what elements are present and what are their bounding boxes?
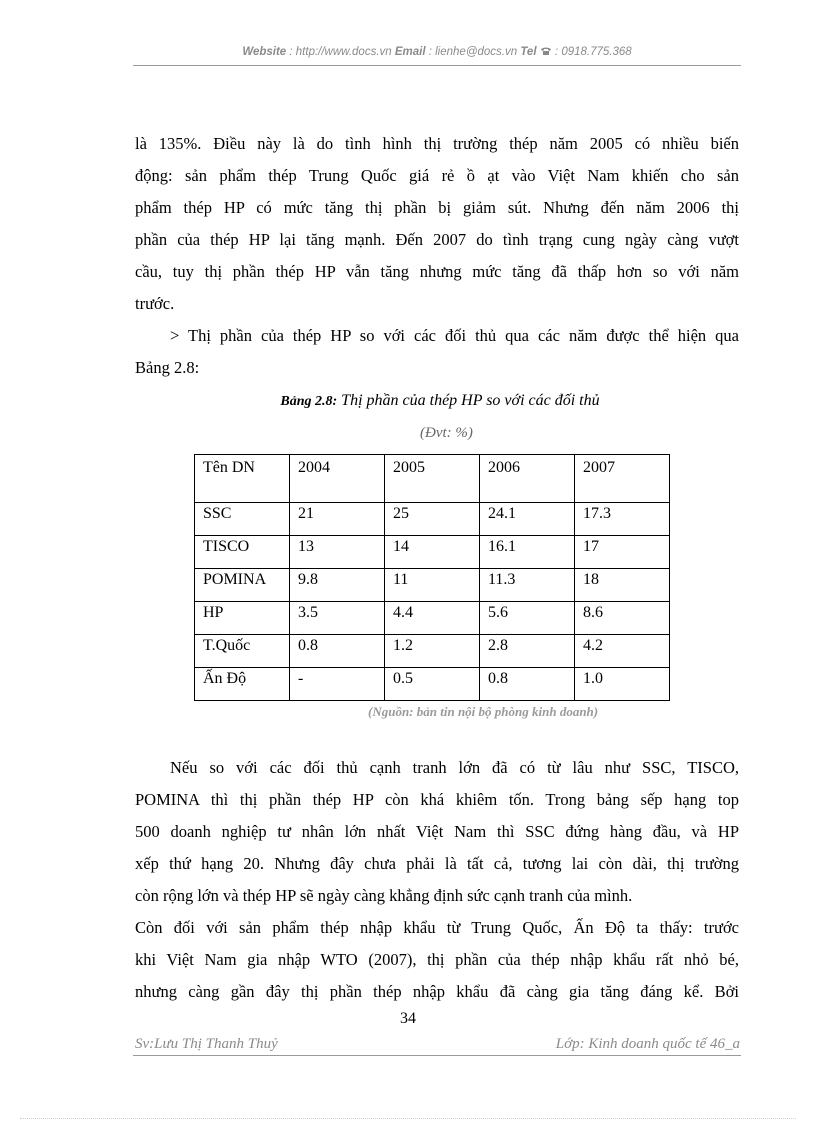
table-header-cell: 2005 [385,455,480,503]
text-line: cầu, tuy thị phần thép HP vẫn tăng nhưng mức tăng đã thấp hơn so với năm [135,262,739,281]
table-row [195,536,670,569]
table-header-cell: 2007 [575,455,670,503]
table-row [195,668,670,701]
table-unit: (Đvt: %) [420,425,473,441]
table-header-cell: 2006 [480,455,575,503]
text-line: xếp thứ hạng 20. Nhưng đây chưa phải là tất cả, tương lai còn dài, thị trường [135,854,739,873]
table-cell: 11.3 [480,569,575,602]
page-number: 34 [400,1010,416,1027]
table-caption-label: Bảng 2.8: [280,394,338,409]
table-source: (Nguồn: bản tin nội bộ phòng kinh doanh) [368,704,599,719]
header-tel-label: Tel [520,46,537,58]
table-cell: 17.3 [575,503,670,536]
paragraph-1 [135,128,739,320]
table-cell: 1.0 [575,668,670,701]
table-cell: 0.8 [290,635,385,668]
table-cell: POMINA [195,569,290,602]
table-cell: 11 [385,569,480,602]
table-cell: - [290,668,385,701]
table-cell: 0.5 [385,668,480,701]
table-cell: 9.8 [290,569,385,602]
text-line: Bảng 2.8: [135,358,200,377]
table-cell: 5.6 [480,602,575,635]
text-line: 500 doanh nghiệp tư nhân lớn nhất Việt Nam thì SSC đứng hàng đầu, và HP [135,822,739,841]
phone-icon [540,46,552,59]
table-cell: 16.1 [480,536,575,569]
paragraph-4 [135,912,739,1008]
table-cell: 17 [575,536,670,569]
header-email: : lienhe@docs.vn [425,46,521,58]
table-header-cell: Tên DN [195,455,290,503]
table-caption [180,392,700,410]
table-cell: 4.4 [385,602,480,635]
paragraph-3 [135,752,739,912]
footer-class: Lớp: Kinh doanh quốc tế 46_a [555,1036,740,1052]
market-share-table [194,454,670,701]
header-tel: : 0918.775.368 [551,46,632,58]
header-email-label: Email [394,46,426,58]
table-caption-title: Thị phần của thép HP so với các đối thủ [337,392,600,409]
header-website: : http://www.docs.vn [286,46,395,58]
text-line: động: sản phẩm thép Trung Quốc giá rẻ ồ ạt vào Việt Nam khiến cho sản [135,166,739,185]
text-line: khi Việt Nam gia nhập WTO (2007), thị phần của thép nhập khẩu rất nhỏ bé, [135,950,739,969]
footer-student: Sv:Lưu Thị Thanh Thuỷ [135,1036,278,1052]
text-line: còn rộng lớn và thép HP sẽ ngày càng khẳng định sức cạnh tranh của mình. [135,886,633,905]
table-row [195,635,670,668]
table-cell: 21 [290,503,385,536]
table-cell: 4.2 [575,635,670,668]
table-row [195,602,670,635]
table-cell: SSC [195,503,290,536]
table-cell: 1.2 [385,635,480,668]
text-line: Nếu so với các đối thủ cạnh tranh lớn đã có từ lâu như SSC, TISCO, [170,758,739,777]
header-rule [133,65,741,66]
table-cell: 25 [385,503,480,536]
header-website-label: Website [242,46,287,58]
text-line: trước. [135,294,175,313]
table-cell: 2.8 [480,635,575,668]
footer-rule [133,1055,741,1056]
table-cell: 0.8 [480,668,575,701]
text-line: là 135%. Điều này là do tình hình thị trường thép năm 2005 có nhiều biến [135,134,739,153]
text-line: > Thị phần của thép HP so với các đối thủ qua các năm được thể hiện qua [170,326,739,345]
table-row [195,503,670,536]
text-line: nhưng càng gần đây thị phần thép nhập khẩu đã càng gia tăng đáng kể. Bởi [135,982,739,1001]
table-cell: 14 [385,536,480,569]
text-line: phẩm thép HP có mức tăng thị phần bị giảm sút. Nhưng đến năm 2006 thị [135,198,739,217]
table-header-cell: 2004 [290,455,385,503]
table-cell: TISCO [195,536,290,569]
table-cell: 8.6 [575,602,670,635]
table-cell: 13 [290,536,385,569]
table-cell: HP [195,602,290,635]
text-line: Còn đối với sản phẩm thép nhập khẩu từ Trung Quốc, Ấn Độ ta thấy: trước [135,918,739,937]
table-cell: 18 [575,569,670,602]
table-cell: 24.1 [480,503,575,536]
table-cell: Ấn Độ [195,668,290,701]
paragraph-2 [135,320,739,384]
page-bottom-border [20,1118,796,1119]
table-cell: T.Quốc [195,635,290,668]
text-line: POMINA thì thị phần thép HP còn khá khiêm tốn. Trong bảng sếp hạng top [135,790,739,809]
table-header-row [195,455,670,503]
table-row [195,569,670,602]
page-header [133,46,741,59]
text-line: phần của thép HP lại tăng mạnh. Đến 2007 do tình trạng cung ngày càng vượt [135,230,739,249]
table-cell: 3.5 [290,602,385,635]
